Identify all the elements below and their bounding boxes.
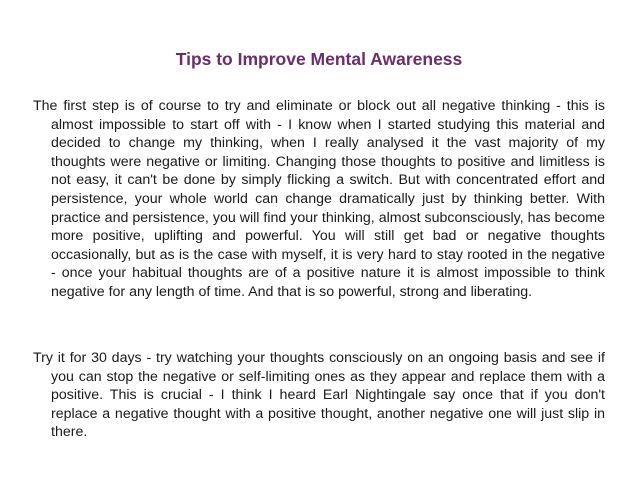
paragraph-negative-thinking: The first step is of course to try and eliminate or block out all negative thinking - this is almost impossible to start off with - I know when I started studying this material and decided to change my thinking, when I really analysed it the vast majority of my thoughts were negative or limiting. Changing those thoughts to positive and limitless is not easy, it can't be done by simply flicking a switch. But with concentrated effort and persistence, your whole world can change dramatically just by thinking better. With practice and persistence, you will find your thinking, almost subconsciously, has become more positive, uplifting and powerful. You will still get bad or negative thoughts occasionally, but as is the case with myself, it is very hard to stay rooted in the negative - once your habitual thoughts are of a positive nature it is almost impossible to think negative for any length of time. And that is so powerful, strong and liberating.	[33, 98, 605, 300]
page-title: Tips to Improve Mental Awareness	[175, 49, 463, 69]
paragraph-30-days: Try it for 30 days - try watching your thoughts consciously on an ongoing basis and see if you can stop the negative or self-limiting ones as they appear and replace them with a positive. This is crucial - I think I heard Earl Nightingale say once that if you don't replace a negative thought with a positive thought, another negative one will just slip in there.	[33, 350, 605, 441]
